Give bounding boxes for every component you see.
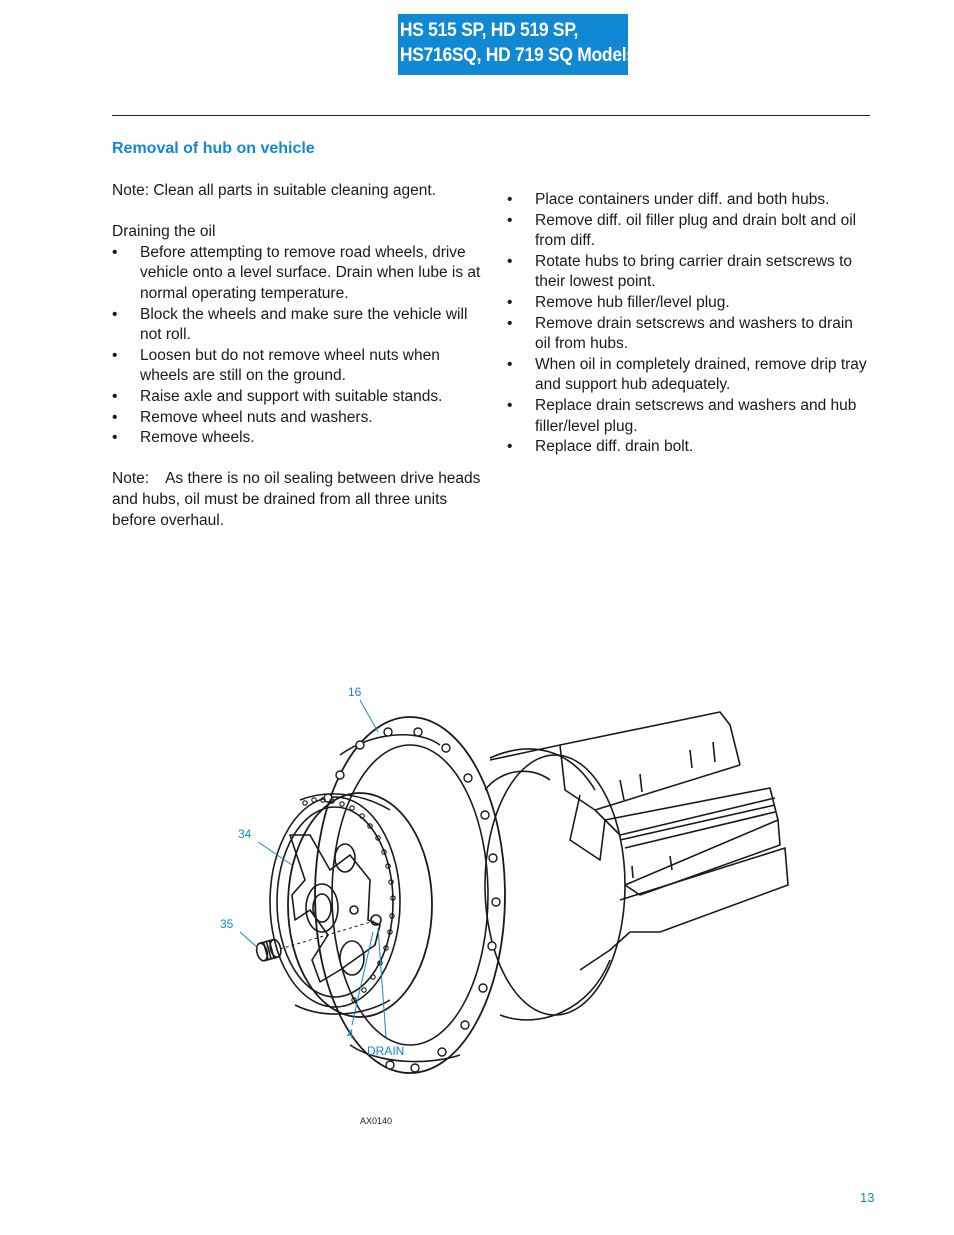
list-item: • Rotate hubs to bring carrier drain setscrews to their lowest point. [507,252,853,291]
title-line-2: HS716SQ, HD 719 SQ Models [399,45,636,66]
list-item: • Loosen but do not remove wheel nuts when wheels are still on the ground. [112,346,440,385]
hub-drain-steps-list [507,190,872,458]
header-divider [112,115,870,116]
callout-4: 4 [347,1027,354,1041]
list-item: • Remove hub filler/level plug. [507,293,730,311]
list-item: • Replace drain setscrews and washers and hub filler/level plug. [507,396,857,435]
title-line-1: HS 515 SP, HD 519 SP, [399,20,579,41]
draining-subheading: Draining the oil [112,223,216,241]
list-item: • Remove wheel nuts and washers. [112,408,373,426]
page-number: 13 [860,1190,875,1205]
list-item: • Remove drain setscrews and washers to drain oil from hubs. [507,314,853,353]
callout-16: 16 [348,685,362,699]
document-title-banner [398,14,636,75]
section-heading: Removal of hub on vehicle [112,140,315,157]
hub-assembly-drawing [200,670,800,1140]
list-item: • When oil in completely drained, remove drip tray and support hub adequately. [507,355,867,394]
callout-35: 35 [220,917,234,931]
cleaning-note: Note: Clean all parts in suitable cleaning agent. [112,182,436,199]
list-item: • Raise axle and support with suitable stands. [112,387,443,405]
callout-34: 34 [238,827,252,841]
list-item: • Block the wheels and make sure the vehicle will not roll. [112,305,468,344]
list-item: • Remove diff. oil filler plug and drain bolt and oil from diff. [507,211,857,250]
list-item: • Before attempting to remove road wheels, drive vehicle onto a level surface. Drain when lube is at normal operating temperature. [112,243,481,302]
sealing-note: Note: As there is no oil sealing between drive heads and hubs, oil must be drained from all three units before overhaul. [112,470,481,529]
draining-steps-list [112,243,482,449]
hub-assembly-figure [200,670,800,1140]
list-item: • Replace diff. drain bolt. [507,438,694,456]
callout-drain: DRAIN [367,1044,405,1058]
right-column [507,190,872,458]
list-item: • Place containers under diff. and both hubs. [507,191,830,208]
list-item: • Remove wheels. [112,429,255,447]
figure-code: AX0140 [360,1116,393,1126]
left-column [112,181,482,531]
